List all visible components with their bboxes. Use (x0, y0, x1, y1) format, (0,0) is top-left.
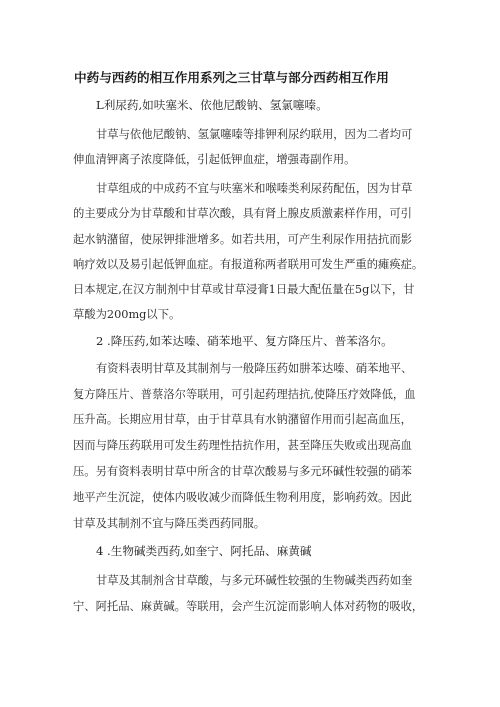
paragraph-line: 压升高。长期应用甘草，由于甘草具有水钠潴留作用而引起高血压， (73, 413, 412, 426)
paragraph-line: 草酸为200mg以下。 (73, 308, 181, 321)
paragraph-line: 压。另有资料表明甘草中所含的甘草次酸易与多元环碱性较强的硝苯 (73, 465, 412, 478)
paragraph-line: 因而与降压药联用可发生药理性拮抗作用，甚至降压失败或出现高血 (73, 439, 412, 452)
paragraph-line: 伸血清钾离子浓度降低，引起低钾血症，增强毒副作用。 (73, 153, 356, 166)
paragraph-line: 响疗效以及易引起低钾血症。有报道称两者联用可发生严重的瘫痪症。 (73, 258, 424, 271)
paragraph-line: 复方降压片、普蔡洛尔等联用，可引起药理拮抗,使降压疗效降低，血 (73, 388, 416, 401)
paragraph-line: 宁、阿托品、麻黄碱。等联用，会产生沉淀而影响人体对药物的吸收， (73, 600, 424, 613)
paragraph-line: 甘草与依他尼酸钠、氢氯噻嗪等排钾利尿约联用，因为二者均可 (96, 128, 413, 141)
section-heading-antihypertensives: 2 .降压药,如苯达嗪、硝苯地平、复方降压片、普苯洛尔。 (96, 334, 393, 348)
section-heading-alkaloids: 4 .生物碱类西药,如奎宁、阿托品、麻黄碱 (96, 544, 312, 558)
paragraph-line: 甘草组成的中成药不宜与呋塞米和喉嗪类利尿药配伍，因为甘草 (96, 182, 413, 195)
paragraph-line: 起水钠潴留，使尿钾排泄增多。如若共用，可产生利尿作用拮抗而影 (73, 233, 412, 246)
paragraph-line: 甘草及其制剂不宜与降压类西药同服。 (73, 517, 266, 530)
page-title: 中药与西药的相互作用系列之三甘草与部分西药相互作用 (74, 70, 389, 85)
paragraph-line: 日本规定,在汉方制剂中甘草或甘草浸膏1日最大配伍量在5g以下，甘 (73, 283, 415, 296)
paragraph-line: 甘草及其制剂含甘草酸，与多元环碱性较强的生物碱类西药如奎 (96, 574, 413, 587)
section-heading-diuretics: L利尿药,如呋塞米、依他尼酸钠、氢氯噻嗪。 (96, 98, 328, 112)
paragraph-line: 有资料表明甘草及其制剂与一般降压药如肼苯达嗪、硝苯地平、 (96, 362, 413, 375)
paragraph-line: 的主要成分为甘草酸和甘草次酸，具有肾上腺皮质激素样作用，可引 (73, 207, 412, 220)
paragraph-line: 地平产生沉淀，使体内吸收减少而降低生物利用度，影响药效。因此 (73, 491, 412, 504)
